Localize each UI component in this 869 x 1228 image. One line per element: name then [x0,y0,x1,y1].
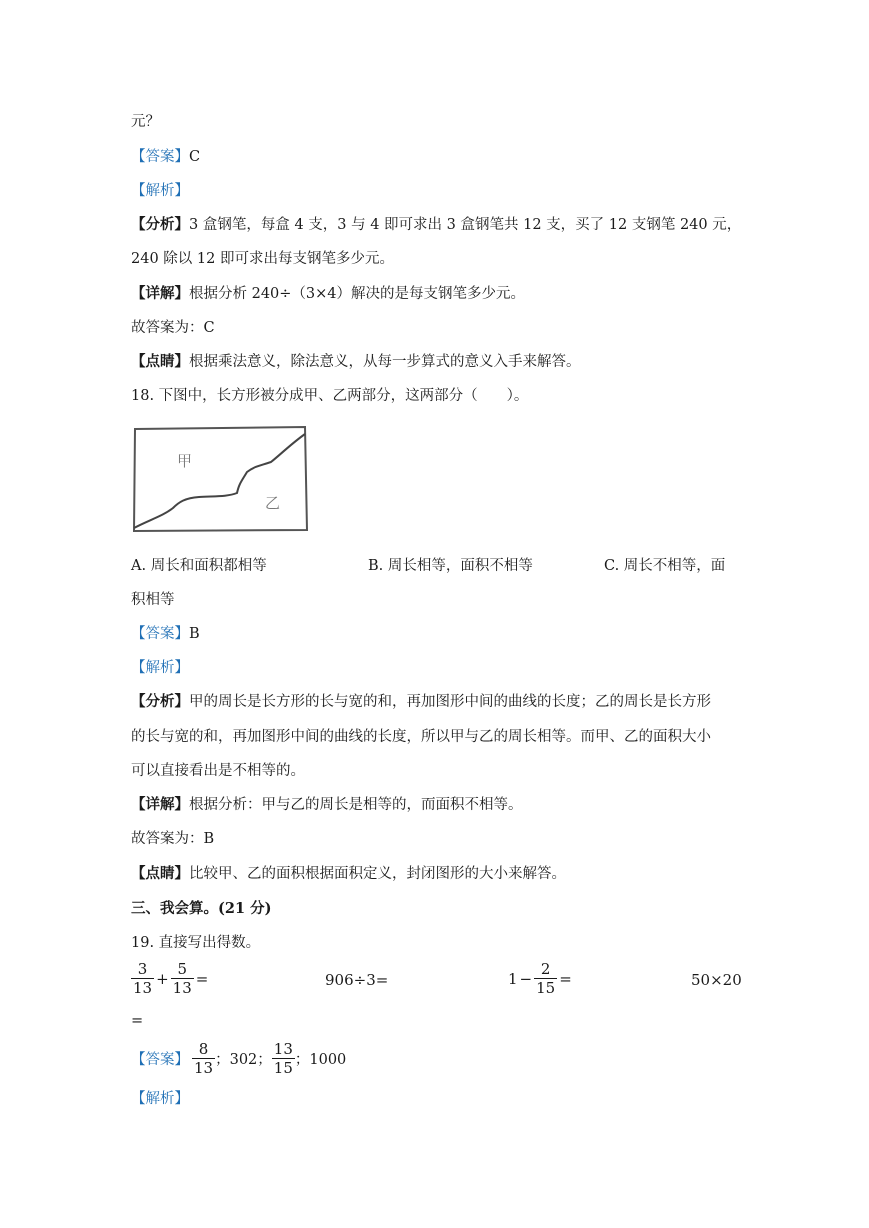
q19-answer [131,1040,346,1077]
answer-tag: 【答案】 [131,1052,189,1068]
fenxi-text: 3 盒钢笔，每盒 4 支，3 与 4 即可求出 3 盒钢笔共 12 支，买了 12 支钢笔 240 元， [189,217,742,233]
operator: − [519,969,533,988]
q18-answer [131,624,200,644]
q17-xiangjie [131,284,525,304]
q19-expr-3 [508,960,574,997]
q18-conclusion: 故答案为：B [131,831,215,847]
fraction [192,1040,215,1077]
equals: = [195,969,209,988]
xiangjie-text: 根据分析 240÷（3×4）解决的是每支钢笔多少元。 [189,286,526,302]
rectangle-diagram [131,424,309,534]
expression-text: 50×20 [691,971,742,989]
numerator: 3 [137,960,148,978]
answer-tag: 【答案】 [131,626,189,642]
denominator: 13 [133,979,153,997]
q19-analysis-tag: 【解析】 [131,1091,189,1107]
q18-option-b: B. 周长相等，面积不相等 [368,558,533,574]
expression-text: 906÷3= [325,971,389,989]
fraction [131,960,154,997]
xiangjie-text: 根据分析：甲与乙的周长是相等的，而面积不相等。 [189,797,523,813]
q18-option-c-cont: 积相等 [131,592,175,608]
denominator: 13 [194,1059,214,1077]
q17-analysis-tag: 【解析】 [131,183,189,199]
q18-rectangle-figure [131,424,309,534]
q18-dianjing [131,864,566,884]
q18-fenxi-line1 [131,692,711,712]
equals: = [559,969,572,988]
operator: + [156,969,169,988]
answer-text: ；302； [215,1052,272,1068]
fenxi-tag: 【分析】 [131,216,189,233]
denominator: 13 [172,979,192,997]
q19-expr-1 [131,960,210,997]
q18-analysis-tag: 【解析】 [131,660,189,676]
q17-dianjing [131,352,581,372]
answer-tag: 【答案】 [131,149,189,165]
xiangjie-tag: 【详解】 [131,796,189,813]
answer-text: ；1000 [294,1052,347,1068]
q17-answer [131,147,200,167]
q17-stem-tail: 元？ [131,114,160,130]
operand: 1 [508,969,518,988]
denominator: 15 [536,979,556,997]
label-yi: 乙 [265,494,281,512]
numerator: 2 [540,960,551,978]
q18-fenxi-line3: 可以直接看出是不相等的。 [131,763,305,779]
q18-stem: 18. 下图中，长方形被分成甲、乙两部分，这两部分（ ）。 [131,388,529,404]
q19-stem: 19. 直接写出得数。 [131,935,261,951]
fraction [171,960,194,997]
fenxi-tag: 【分析】 [131,693,189,710]
q17-fenxi-line2: 240 除以 12 即可求出每支钢笔多少元。 [131,251,394,267]
label-jia: 甲 [177,452,193,470]
q17-conclusion: 故答案为：C [131,320,215,336]
fraction [272,1040,295,1077]
q18-option-c: C. 周长不相等，面 [604,558,726,574]
numerator: 8 [198,1040,209,1058]
q18-option-a: A. 周长和面积都相等 [131,558,267,574]
answer-value: C [189,149,201,165]
fenxi-text: 甲的周长是长方形的长与宽的和，再加图形中间的曲线的长度；乙的周长是长方形 [189,694,711,710]
q18-xiangjie [131,795,523,815]
denominator: 15 [273,1059,293,1077]
q19-expr-4 [691,971,742,989]
q19-expr-4-equals: = [131,1013,144,1029]
q18-fenxi-line2: 的长与宽的和，再加图形中间的曲线的长度，所以甲与乙的周长相等。而甲、乙的面积大小 [131,729,711,745]
dianjing-tag: 【点睛】 [131,353,189,370]
dianjing-text: 根据乘法意义，除法意义，从每一步算式的意义入手来解答。 [189,354,581,370]
q19-expr-2 [325,971,388,989]
numerator: 13 [273,1040,293,1058]
numerator: 5 [177,960,187,978]
dianjing-text: 比较甲、乙的面积根据面积定义，封闭图形的大小来解答。 [189,866,566,882]
dividing-curve [134,434,305,528]
answer-value: B [189,626,200,642]
dianjing-tag: 【点睛】 [131,865,189,882]
fraction [534,960,557,997]
xiangjie-tag: 【详解】 [131,285,189,302]
section-title: 三、我会算。(21 分) [131,900,272,917]
q17-fenxi-line1 [131,215,741,235]
